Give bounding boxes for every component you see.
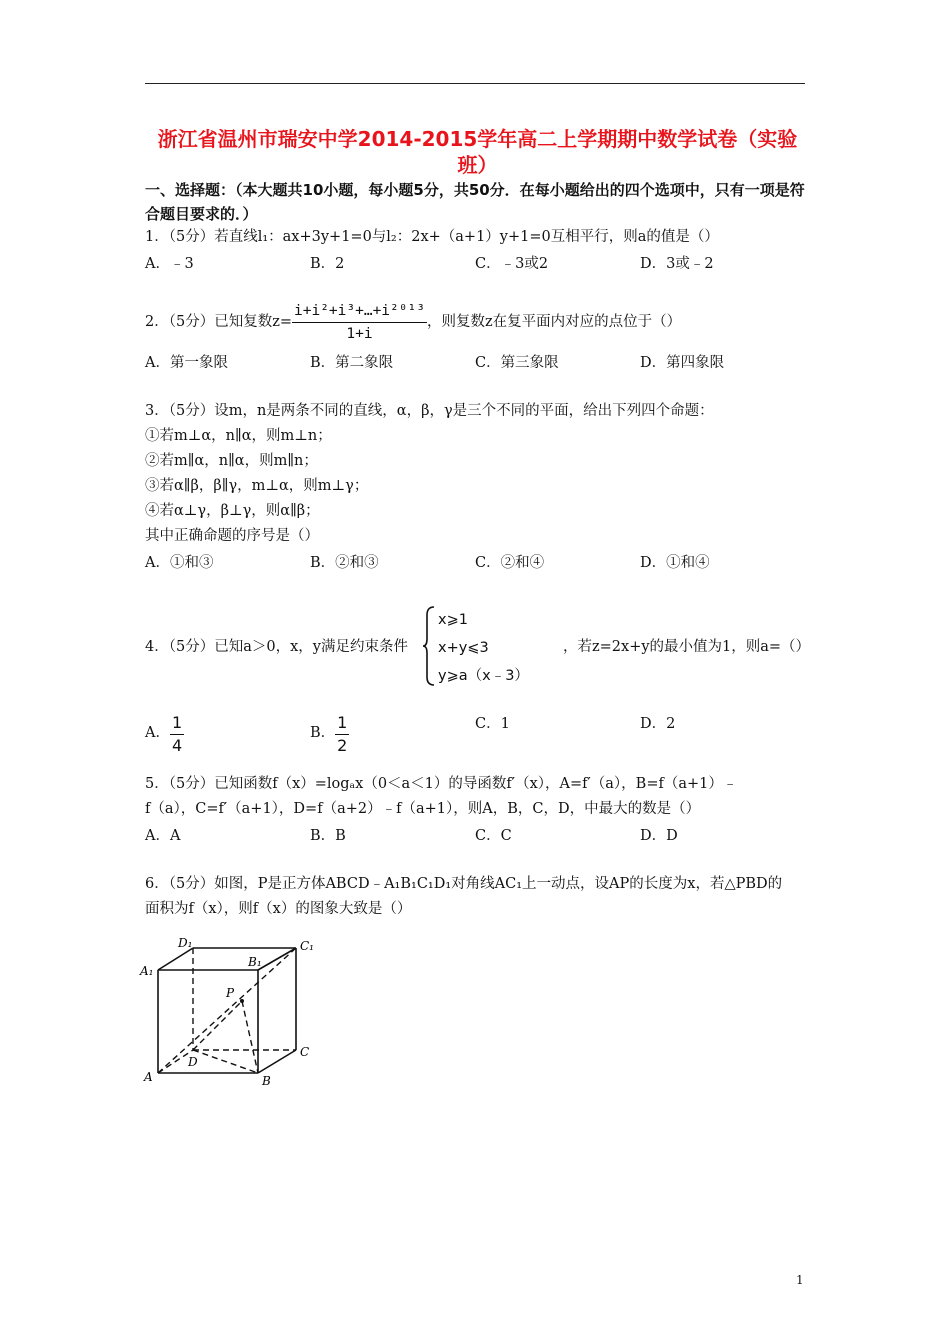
q4-system — [438, 606, 529, 690]
q4-constraint-1: x⩾1 — [438, 612, 468, 628]
q2-options — [145, 351, 810, 373]
q1-option-c[interactable]: C．﹣3或2 — [475, 256, 549, 272]
q5-options — [145, 824, 810, 846]
q2-option-c[interactable]: C．第三象限 — [475, 355, 559, 371]
q3-option-a[interactable]: A．①和③ — [145, 555, 214, 571]
q2-option-d[interactable]: D．第四象限 — [640, 355, 725, 371]
edge-a1d1 — [158, 948, 193, 970]
label-b1: B₁ — [248, 955, 262, 969]
q4-option-b-den: 2 — [337, 736, 348, 755]
q3-ask: 其中正确命题的序号是（） — [145, 528, 319, 544]
q3-prop-1: ①若m⊥α，n∥α，则m⊥n； — [145, 428, 332, 444]
header-rule — [145, 83, 805, 84]
label-d1: D₁ — [178, 936, 193, 950]
diagonal-db — [193, 1050, 258, 1073]
label-a: A — [144, 1070, 153, 1084]
q4-option-b-fraction — [335, 712, 349, 757]
label-c: C — [300, 1045, 310, 1059]
q6-line-1: 6．（5分）如图，P是正方体ABCD﹣A₁B₁C₁D₁对角线AC₁上一动点，设AP的长度为x，若△PBD的 — [145, 876, 783, 892]
q3-option-d[interactable]: D．①和④ — [640, 555, 710, 571]
q4-option-a-num: 1 — [170, 712, 184, 735]
exam-title: 浙江省温州市瑞安中学2014-2015学年高二上学期期中数学试卷（实验班） — [157, 127, 798, 177]
q2-fraction — [292, 300, 427, 345]
q4-brace — [422, 605, 436, 687]
label-p: P — [226, 986, 235, 1000]
hidden-edges — [158, 948, 296, 1073]
cube-figure — [138, 935, 328, 1095]
q2-numerator: i+i²+i³+…+i²⁰¹³ — [292, 300, 427, 323]
q4-option-a[interactable] — [145, 712, 184, 757]
q4-option-b-label: B． — [310, 725, 336, 741]
q2-denominator: 1+i — [346, 325, 373, 342]
q5-option-b[interactable]: B．B — [310, 828, 346, 844]
q2-stem-pre: 2．（5分）已知复数z= — [145, 314, 292, 330]
q2-stem-post: ，则复数z在复平面内对应的点位于（） — [426, 314, 682, 330]
q2-stem — [145, 297, 681, 347]
q4-option-b-num: 1 — [335, 712, 349, 735]
q1-option-b[interactable]: B．2 — [310, 256, 345, 272]
q4-option-a-fraction — [170, 712, 184, 757]
q1-options — [145, 252, 810, 274]
label-a1: A₁ — [140, 964, 154, 978]
q1-stem: 1．（5分）若直线l₁：ax+3y+1=0与l₂：2x+（a+1）y+1=0互相平行，则a的值是（） — [145, 229, 719, 245]
q1-option-d[interactable]: D．3或﹣2 — [640, 256, 714, 272]
point-p — [240, 999, 244, 1003]
page-number: 1 — [796, 1273, 804, 1287]
q4-option-a-den: 4 — [171, 736, 183, 755]
q2-option-b[interactable]: B．第二象限 — [310, 355, 394, 371]
q4-option-a-label: A． — [145, 725, 170, 741]
edge-cb — [258, 1050, 296, 1073]
q5-line-2: f（a），C=f′（a+1），D=f（a+2）﹣f（a+1），则A，B，C，D，中最大的数是（） — [145, 801, 701, 817]
q3-option-c[interactable]: C．②和④ — [475, 555, 545, 571]
segment-dp — [193, 1001, 242, 1050]
q3-stem: 3．（5分）设m，n是两条不同的直线，α，β，γ是三个不同的平面，给出下列四个命题： — [145, 403, 714, 419]
q1-option-a[interactable]: A．﹣3 — [145, 256, 194, 272]
q5-option-c[interactable]: C．C — [475, 828, 512, 844]
q2-option-a[interactable]: A．第一象限 — [145, 355, 228, 371]
q3-prop-4: ④若α⊥γ，β⊥γ，则α∥β； — [145, 503, 320, 519]
section-heading: 一、选择题：（本大题共10小题，每小题5分，共50分．在每小题给出的四个选项中，只有一项是符合题目要求的．） — [145, 181, 805, 223]
q4-option-b[interactable] — [310, 712, 349, 757]
q3-option-b[interactable]: B．②和③ — [310, 555, 379, 571]
q6-line-2: 面积为f（x），则f（x）的图象大致是（） — [145, 901, 412, 917]
q4-constraint-2: x+y⩽3 — [438, 640, 489, 656]
q4-option-c[interactable]: C．1 — [475, 716, 510, 732]
diagonal-ac1 — [158, 948, 296, 1073]
q3-options — [145, 551, 810, 573]
label-d: D — [188, 1055, 198, 1069]
q4-stem-post: ，若z=2x+y的最小值为1，则a=（） — [563, 639, 811, 655]
segment-pb — [242, 1001, 258, 1073]
q5-line-1: 5．（5分）已知函数f（x）=logₐx（0＜a＜1）的导函数f′（x），A=f′（a），B=f（a+1）﹣ — [145, 776, 738, 792]
q5-option-d[interactable]: D．D — [640, 828, 678, 844]
edge-c1b1 — [258, 948, 296, 970]
q4-option-d[interactable]: D．2 — [640, 716, 676, 732]
q5-option-a[interactable]: A．A — [145, 828, 181, 844]
q3-prop-2: ②若m∥α，n∥α，则m∥n； — [145, 453, 318, 469]
label-c1: C₁ — [300, 939, 314, 953]
q4-options — [145, 700, 810, 755]
q4-stem-pre: 4．（5分）已知a＞0，x，y满足约束条件 — [145, 639, 408, 655]
q3-prop-3: ③若α∥β，β∥γ，m⊥α，则m⊥γ； — [145, 478, 369, 494]
q4-constraint-3: y⩾a（x﹣3） — [438, 668, 529, 684]
label-b: B — [262, 1074, 271, 1088]
